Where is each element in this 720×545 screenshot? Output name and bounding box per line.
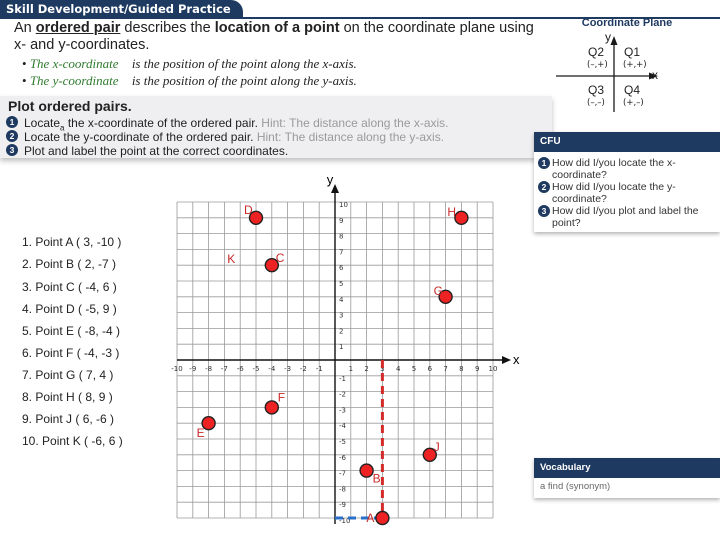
point-label-k: K	[227, 252, 236, 267]
step-number-3: 3	[6, 144, 18, 156]
x-tick-label: 5	[411, 365, 417, 373]
x-tick-label: 7	[443, 365, 448, 373]
point-label-g: G	[433, 283, 443, 298]
y-tick-label: -6	[339, 453, 346, 462]
y-tick-label: 1	[339, 343, 344, 352]
list-item: 5. Point E ( -8, -4 )	[22, 324, 121, 338]
y-tick-label: -2	[339, 390, 346, 399]
x-axis-label: x	[513, 352, 520, 367]
cfu-panel	[534, 132, 720, 232]
point-label-d: D	[244, 202, 253, 217]
x-tick-label: 10	[488, 365, 498, 373]
quadrant-q4: Q4	[624, 83, 641, 97]
term-location: location of a point	[214, 20, 340, 36]
y-tick-label: -10	[339, 517, 351, 525]
y-tick-label: 8	[339, 232, 344, 241]
list-item: 9. Point J ( 6, -6 )	[22, 412, 115, 426]
vocabulary-title: Vocabulary	[534, 458, 720, 478]
point-label-a: A	[366, 511, 375, 525]
y-tick-label: 9	[339, 216, 344, 225]
x-tick-label: -1	[315, 365, 323, 373]
point-a	[376, 512, 389, 525]
x-tick-label: 4	[395, 365, 401, 373]
point-h	[455, 211, 468, 224]
x-tick-label: 9	[474, 365, 480, 373]
point-label-b: B	[372, 471, 381, 486]
list-item: 4. Point D ( -5, 9 )	[22, 302, 117, 316]
quadrant-q3: Q3	[588, 83, 605, 97]
y-tick-label: 6	[339, 264, 344, 273]
point-label-j: J	[433, 439, 440, 454]
y-tick-label: 2	[339, 327, 344, 336]
point-label-f: F	[277, 390, 286, 405]
list-item: 3. Point C ( -4, 6 )	[22, 280, 117, 294]
y-tick-label: 5	[339, 280, 344, 288]
cfu-title: CFU	[534, 132, 720, 152]
coordinate-plane[interactable]	[145, 170, 525, 540]
task-panel	[0, 96, 552, 158]
x-tick-label: 6	[427, 365, 433, 373]
x-tick-label: 2	[364, 365, 369, 373]
list-item: 6. Point F ( -4, -3 )	[22, 346, 120, 360]
y-tick-label: 10	[339, 201, 348, 209]
quadrant-q2-sign: (–,+)	[587, 60, 608, 70]
definition-list	[22, 55, 357, 89]
point-f	[265, 401, 278, 414]
quadrant-x-label: x	[652, 68, 658, 82]
list-item: 1. Point A ( 3, -10 )	[22, 235, 122, 249]
point-b	[360, 464, 373, 477]
quadrant-q2: Q2	[588, 45, 605, 59]
cfu-question-3: 3 How did I/you plot and label the point?	[552, 205, 704, 229]
x-tick-label: -7	[220, 365, 228, 373]
quadrant-diagram	[552, 12, 702, 112]
point-label-c: C	[275, 251, 285, 266]
intro-text: An ordered pair describes the location of a point on the coordinate plane using x- and y-coordinates.	[14, 20, 534, 53]
step-number-2: 2	[6, 130, 18, 142]
y-tick-label: -5	[339, 438, 346, 446]
list-item: 8. Point H ( 8, 9 )	[22, 390, 113, 404]
cfu-question-2: 2 How did I/you locate the y-coordinate?	[552, 181, 704, 205]
x-tick-label: -9	[189, 365, 197, 373]
y-tick-label: -4	[339, 422, 346, 431]
quadrant-q3-sign: (–,–)	[587, 98, 605, 108]
quadrant-y-label: y	[605, 30, 611, 44]
y-tick-label: -9	[339, 501, 346, 510]
vocabulary-item: a find (synonym)	[540, 481, 611, 492]
step-number-1: 1	[6, 116, 18, 128]
definition-x: • The x-coordinate is the position of the point along the x-axis.	[22, 56, 357, 71]
x-axis-arrow	[502, 356, 511, 364]
x-tick-label: -2	[299, 365, 307, 373]
y-tick-label: 7	[339, 248, 344, 257]
point-label-e: E	[196, 426, 205, 441]
x-tick-label: -4	[268, 365, 276, 373]
y-tick-label: -8	[339, 485, 346, 494]
x-tick-label: -5	[252, 365, 260, 373]
task-title: Plot ordered pairs.	[8, 98, 132, 114]
coordinate-grid	[145, 170, 525, 540]
point-label-h: H	[447, 204, 457, 219]
x-tick-label: 3	[380, 365, 385, 373]
quadrant-q1-sign: (+,+)	[623, 60, 647, 70]
list-item: 7. Point G ( 7, 4 )	[22, 368, 114, 382]
x-tick-label: -10	[171, 365, 183, 373]
list-item: 2. Point B ( 2, -7 )	[22, 257, 117, 271]
definition-y: • The y-coordinate is the position of the point along the y-axis.	[22, 73, 357, 88]
vocabulary-panel	[534, 458, 720, 498]
y-axis-label: y	[326, 172, 334, 187]
y-tick-label: -1	[339, 374, 346, 383]
quadrant-q1: Q1	[624, 45, 641, 59]
list-item: 10. Point K ( -6, 6 )	[22, 434, 123, 448]
quadrant-q4-sign: (+,–)	[623, 98, 644, 108]
task-step-1: 1 Locate$_a$ the x-coordinate of the ordered pair. Hint: The distance along the x-axis.	[24, 116, 449, 132]
x-tick-label: -8	[205, 365, 213, 373]
x-tick-label: 1	[348, 365, 354, 373]
section-tab: Skill Development/Guided Practice	[0, 0, 243, 19]
cfu-question-1: 1 How did I/you locate the x-coordinate?	[552, 157, 704, 181]
task-step-3: 3 Plot and label the point at the correct coordinates.	[24, 144, 288, 158]
quadrant-title: Coordinate Plane	[581, 17, 673, 29]
x-tick-label: -3	[284, 365, 292, 373]
task-step-2: 2 Locate the y-coordinate of the ordered pair. Hint: The distance along the y-axis.	[24, 130, 444, 144]
x-tick-label: 8	[459, 365, 464, 373]
y-tick-label: -3	[339, 406, 346, 415]
term-ordered-pair: ordered pair	[35, 20, 121, 36]
y-tick-label: 4	[339, 295, 344, 304]
y-tick-label: -7	[339, 469, 346, 478]
x-tick-label: -6	[236, 365, 244, 373]
y-tick-label: 3	[339, 311, 344, 320]
